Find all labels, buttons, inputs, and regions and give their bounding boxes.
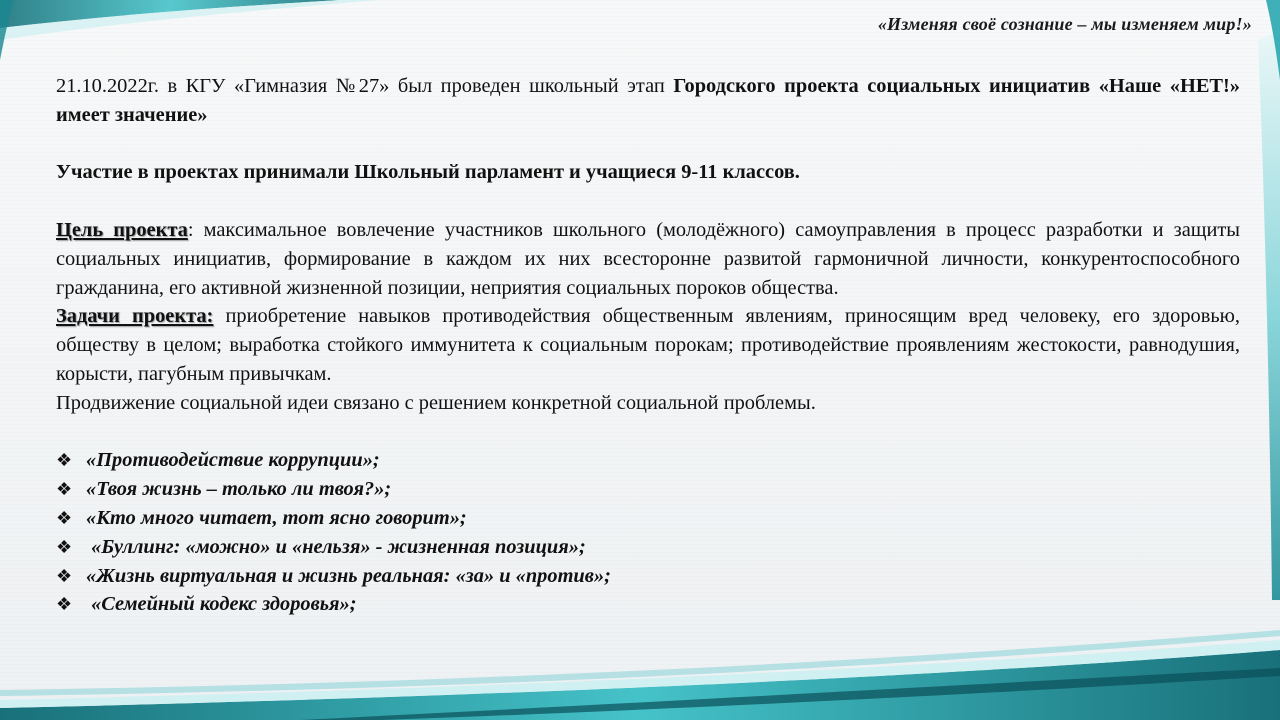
diamond-bullet-icon: ❖: [56, 565, 73, 586]
intro-project-title: Городского проекта социальных инициатив «Наше «НЕТ!» имеет значение»: [56, 75, 1241, 126]
tasks-label: Задачи проекта:: [56, 305, 214, 328]
list-item-text: «Буллинг: «можно» и «нельзя» - жизненная позиция»;: [86, 535, 586, 558]
right-edge-band: [1258, 30, 1280, 600]
intro-text: 21.10.2022г. в КГУ «Гимназия №27» был проведен школьный этап: [56, 75, 674, 97]
goal-label: Цель проекта: [56, 218, 188, 241]
projects-list: [56, 446, 1240, 619]
list-item: [56, 562, 1240, 591]
diamond-bullet-icon: ❖: [56, 507, 73, 528]
list-item-text: «Противодействие коррупции»;: [86, 449, 380, 472]
promotion-paragraph: Продвижение социальной идеи связано с решением конкретной социальной проблемы.: [56, 391, 816, 414]
list-item: [56, 446, 1240, 475]
diamond-bullet-icon: ❖: [56, 450, 73, 471]
diamond-bullet-icon: ❖: [56, 479, 73, 500]
list-item-text: «Жизнь виртуальная и жизнь реальная: «за» и «против»;: [86, 564, 611, 587]
list-item: [56, 590, 1240, 619]
list-item: [56, 533, 1240, 562]
slide-motto: «Изменяя своё сознание – мы изменяем мир!»: [877, 14, 1252, 34]
goal-text: максимальное вовлечение участников школьного (молодёжного) самоуправления в процесс разработки и защиты социальных инициатив, формирование в каждом их них всесторонне развитой гармоничной личности, конкурентоспособного гражданина, его активной жизненной позиции, неприятия социальных пороков общества.: [56, 218, 1240, 299]
participants-paragraph: Участие в проектах принимали Школьный парламент и учащиеся 9-11 классов.: [56, 161, 800, 184]
intro-paragraph: [56, 72, 1240, 130]
goal-colon: :: [187, 218, 194, 241]
list-item-text: «Кто много читает, тот ясно говорит»;: [86, 506, 467, 529]
list-item-text: «Твоя жизнь – только ли твоя?»;: [86, 478, 392, 501]
diamond-bullet-icon: ❖: [56, 536, 73, 557]
slide-content: [56, 72, 1240, 619]
diamond-bullet-icon: ❖: [56, 594, 73, 615]
tasks-text: приобретение навыков противодействия общественным явлениям, приносящим вред человеку, его здоровью, обществу в целом; выработка стойкого иммунитета к социальным порокам; противодействие проявлениям жестокости, равнодушия, корысти, пагубным привычкам.: [56, 305, 1240, 385]
goal-paragraph: [56, 216, 1240, 302]
tasks-paragraph: [56, 302, 1240, 388]
list-item: [56, 504, 1240, 533]
list-item-text: «Семейный кодекс здоровья»;: [86, 593, 357, 616]
list-item: [56, 475, 1240, 504]
